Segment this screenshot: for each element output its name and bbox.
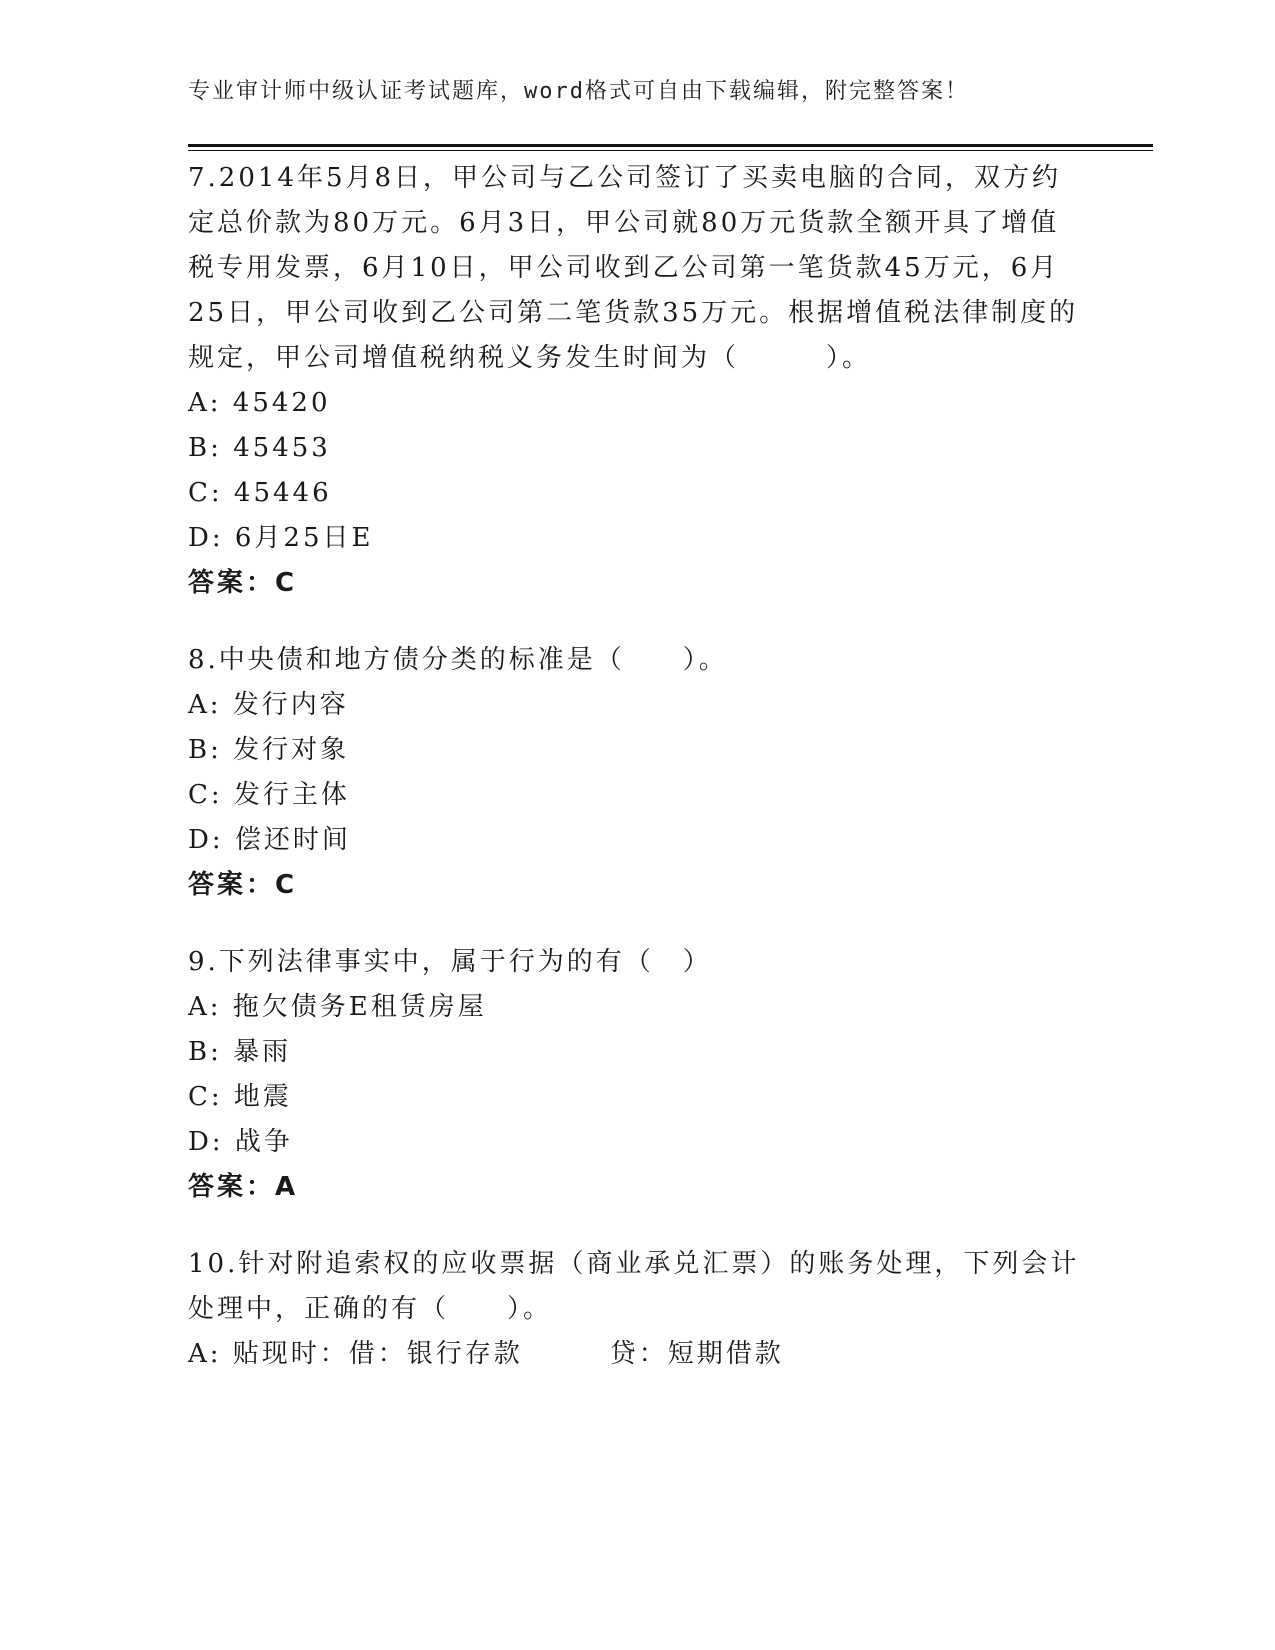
question-9	[188, 940, 1088, 1210]
option-c: C: 地震	[188, 1082, 292, 1112]
header-divider	[188, 144, 1153, 147]
option-c: C: 发行主体	[188, 780, 350, 810]
answer: 答案：A	[188, 1172, 299, 1202]
option-b: B: 暴雨	[188, 1037, 292, 1067]
option-b: B: 发行对象	[188, 735, 350, 765]
option-d: D: 6月25日E	[188, 523, 374, 553]
question-7	[188, 156, 1088, 606]
answer: 答案：C	[188, 568, 298, 598]
option-c: C: 45446	[188, 478, 332, 508]
question-10	[188, 1242, 1088, 1377]
question-stem: 8.中央债和地方债分类的标准是（ ）。	[188, 645, 728, 675]
option-b: B: 45453	[188, 433, 331, 463]
option-a: A: 45420	[188, 388, 331, 418]
option-a: A: 贴现时：借：银行存款 贷：短期借款	[188, 1339, 784, 1369]
page-header: 专业审计师中级认证考试题库，word格式可自由下载编辑，附完整答案！	[188, 79, 969, 104]
question-stem: 7.2014年5月8日，甲公司与乙公司签订了买卖电脑的合同，双方约定总价款为80万元。6月3日，甲公司就80万元货款全额开具了增值税专用发票，6月10日，甲公司收到乙公司第一笔货款45万元，6月25日，甲公司收到乙公司第二笔货款35万元。根据增值税法律制度的规定，甲公司增值税纳税义务发生时间为（ ）。	[188, 163, 1079, 373]
option-d: D: 偿还时间	[188, 825, 351, 855]
question-8	[188, 638, 1088, 908]
question-stem: 10.针对附追索权的应收票据（商业承兑汇票）的账务处理，下列会计处理中，正确的有（ ）。	[188, 1249, 1080, 1324]
option-d: D: 战争	[188, 1127, 293, 1157]
option-a: A: 拖欠债务E租赁房屋	[188, 992, 487, 1022]
option-a: A: 发行内容	[188, 690, 349, 720]
header-divider-thin	[188, 150, 1153, 151]
question-stem: 9.下列法律事实中，属于行为的有（ ）	[188, 947, 712, 977]
answer: 答案：C	[188, 870, 298, 900]
question-list	[188, 156, 1088, 1409]
